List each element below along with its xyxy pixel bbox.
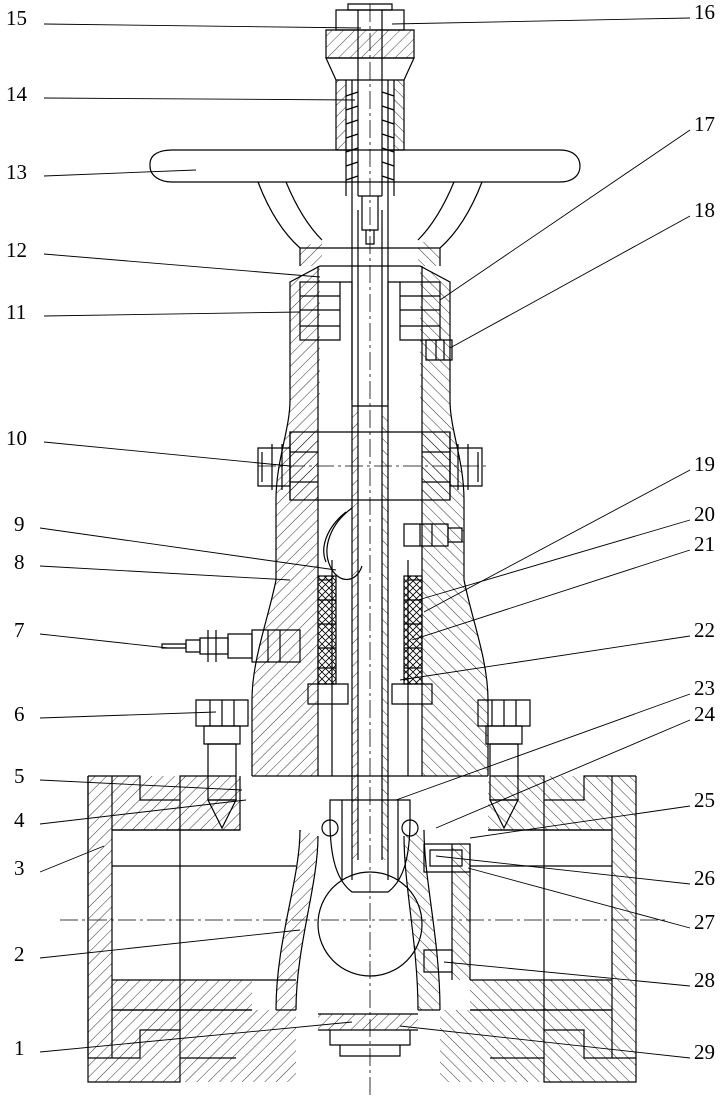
callout-12: 12 bbox=[6, 238, 27, 262]
callout-3: 3 bbox=[14, 856, 25, 880]
callout-28: 28 bbox=[694, 968, 715, 992]
callout-15: 15 bbox=[6, 6, 27, 30]
callout-7: 7 bbox=[14, 618, 25, 642]
callout-6: 6 bbox=[14, 702, 25, 726]
callout-27: 27 bbox=[694, 910, 715, 934]
callout-9: 9 bbox=[14, 512, 25, 536]
callout-14: 14 bbox=[6, 82, 27, 106]
callout-8: 8 bbox=[14, 550, 25, 574]
callout-26: 26 bbox=[694, 866, 715, 890]
callout-16: 16 bbox=[694, 0, 715, 24]
callout-23: 23 bbox=[694, 676, 715, 700]
callout-4: 4 bbox=[14, 808, 25, 832]
callout-18: 18 bbox=[694, 198, 715, 222]
callout-19: 19 bbox=[694, 452, 715, 476]
callout-17: 17 bbox=[694, 112, 715, 136]
callout-13: 13 bbox=[6, 160, 27, 184]
callout-11: 11 bbox=[6, 300, 27, 324]
callout-24: 24 bbox=[694, 702, 715, 726]
callout-5: 5 bbox=[14, 764, 25, 788]
callout-21: 21 bbox=[694, 532, 715, 556]
centerlines bbox=[60, 4, 668, 1098]
callout-10: 10 bbox=[6, 426, 27, 450]
callout-25: 25 bbox=[694, 788, 715, 812]
callout-29: 29 bbox=[694, 1040, 715, 1064]
callout-2: 2 bbox=[14, 942, 25, 966]
callout-1: 1 bbox=[14, 1036, 25, 1060]
callout-22: 22 bbox=[694, 618, 715, 642]
callout-20: 20 bbox=[694, 502, 715, 526]
